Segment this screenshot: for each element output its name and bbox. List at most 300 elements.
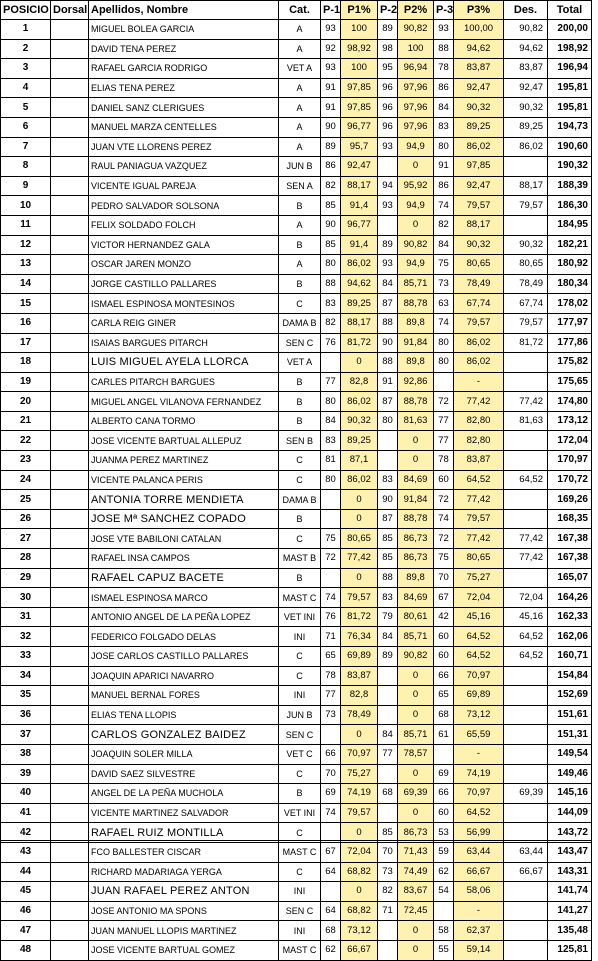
row-position: 30 bbox=[1, 588, 51, 608]
row-p2: 88 bbox=[378, 313, 398, 333]
row-p1: 71 bbox=[321, 627, 341, 647]
row-dorsal bbox=[51, 353, 89, 373]
row-dorsal bbox=[51, 588, 89, 608]
row-name: JUAN RAFAEL PEREZ ANTON bbox=[89, 882, 279, 902]
row-name: JOSE VICENTE BARTUAL GOMEZ bbox=[89, 940, 279, 960]
row-p2-pct: 97,96 bbox=[398, 117, 434, 137]
row-dorsal bbox=[51, 529, 89, 549]
row-name: FELIX SOLDADO FOLCH bbox=[89, 215, 279, 235]
row-dorsal bbox=[51, 39, 89, 59]
row-total: 125,81 bbox=[548, 940, 592, 960]
row-p3-pct: 77,42 bbox=[454, 392, 504, 412]
row-position: 26 bbox=[1, 509, 51, 529]
col-header-p3-pct: P3% bbox=[454, 1, 504, 20]
row-category: A bbox=[279, 98, 321, 118]
row-p2-pct: 90,82 bbox=[398, 235, 434, 255]
row-p1-pct: 0 bbox=[341, 509, 378, 529]
row-p1: 74 bbox=[321, 588, 341, 608]
row-p3-pct: 69,89 bbox=[454, 686, 504, 706]
row-p1: 93 bbox=[321, 20, 341, 40]
row-des bbox=[504, 215, 548, 235]
row-name: JOSE VTE BABILONI CATALAN bbox=[89, 529, 279, 549]
row-name: JUAN MANUEL LLOPIS MARTINEZ bbox=[89, 921, 279, 941]
row-des: 81,72 bbox=[504, 333, 548, 353]
row-p1-pct: 89,25 bbox=[341, 431, 378, 451]
row-position: 36 bbox=[1, 705, 51, 725]
row-total: 180,34 bbox=[548, 274, 592, 294]
row-p1: 64 bbox=[321, 901, 341, 921]
row-dorsal bbox=[51, 705, 89, 725]
row-p1: 76 bbox=[321, 607, 341, 627]
row-name: RICHARD MADARIAGA YERGA bbox=[89, 862, 279, 882]
row-p2-pct: 89,8 bbox=[398, 353, 434, 373]
row-total: 143,31 bbox=[548, 862, 592, 882]
table-row bbox=[1, 588, 592, 608]
row-category: A bbox=[279, 215, 321, 235]
row-p2: 96 bbox=[378, 98, 398, 118]
row-p2: 87 bbox=[378, 392, 398, 412]
row-p2-pct: 89,8 bbox=[398, 568, 434, 588]
col-header-total: Total bbox=[548, 1, 592, 20]
row-des: 79,57 bbox=[504, 196, 548, 216]
row-dorsal bbox=[51, 784, 89, 804]
table-row bbox=[1, 705, 592, 725]
row-p1: 64 bbox=[321, 862, 341, 882]
row-p1-pct: 74,19 bbox=[341, 784, 378, 804]
row-position: 23 bbox=[1, 451, 51, 471]
row-dorsal bbox=[51, 59, 89, 79]
row-total: 194,73 bbox=[548, 117, 592, 137]
row-p2 bbox=[378, 803, 398, 823]
row-des bbox=[504, 372, 548, 392]
row-dorsal bbox=[51, 647, 89, 667]
row-p2 bbox=[378, 705, 398, 725]
row-name: FCO BALLESTER CISCAR bbox=[89, 842, 279, 862]
row-total: 188,39 bbox=[548, 176, 592, 196]
table-row bbox=[1, 196, 592, 216]
row-dorsal bbox=[51, 215, 89, 235]
row-p3-pct: 94,62 bbox=[454, 39, 504, 59]
row-p1-pct: 83,87 bbox=[341, 666, 378, 686]
row-total: 152,69 bbox=[548, 686, 592, 706]
row-position: 19 bbox=[1, 372, 51, 392]
row-category: VET A bbox=[279, 59, 321, 79]
row-position: 31 bbox=[1, 607, 51, 627]
row-p1: 90 bbox=[321, 117, 341, 137]
row-p3-pct: 70,97 bbox=[454, 784, 504, 804]
row-p2-pct: 91,84 bbox=[398, 490, 434, 510]
row-position: 16 bbox=[1, 313, 51, 333]
table-row bbox=[1, 235, 592, 255]
row-name: VICENTE PALANCA PERIS bbox=[89, 470, 279, 490]
row-p3 bbox=[434, 372, 454, 392]
row-p2-pct: 96,94 bbox=[398, 59, 434, 79]
row-position: 14 bbox=[1, 274, 51, 294]
row-p1-pct: 98,92 bbox=[341, 39, 378, 59]
row-p3: 60 bbox=[434, 627, 454, 647]
row-dorsal bbox=[51, 411, 89, 431]
row-category: A bbox=[279, 117, 321, 137]
row-p3-pct: 65,59 bbox=[454, 725, 504, 745]
row-dorsal bbox=[51, 255, 89, 275]
row-position: 45 bbox=[1, 882, 51, 902]
row-p1-pct: 100 bbox=[341, 59, 378, 79]
row-p3: 66 bbox=[434, 666, 454, 686]
row-des: 64,52 bbox=[504, 647, 548, 667]
row-p2: 93 bbox=[378, 137, 398, 157]
row-name: JOSE CARLOS CASTILLO PALLARES bbox=[89, 647, 279, 667]
row-des: 89,25 bbox=[504, 117, 548, 137]
row-p1: 74 bbox=[321, 803, 341, 823]
row-p3-pct: 72,04 bbox=[454, 588, 504, 608]
row-des bbox=[504, 451, 548, 471]
row-p3: 74 bbox=[434, 196, 454, 216]
row-p2: 82 bbox=[378, 882, 398, 902]
row-p3-pct: - bbox=[454, 372, 504, 392]
row-des: 72,04 bbox=[504, 588, 548, 608]
row-p1: 82 bbox=[321, 313, 341, 333]
row-name: CARLA REIG GINER bbox=[89, 313, 279, 333]
row-p3: 78 bbox=[434, 59, 454, 79]
row-p1: 80 bbox=[321, 470, 341, 490]
row-position: 4 bbox=[1, 78, 51, 98]
row-total: 195,81 bbox=[548, 98, 592, 118]
row-p3-pct: 64,52 bbox=[454, 627, 504, 647]
row-p1-pct: 91,4 bbox=[341, 235, 378, 255]
row-p2: 89 bbox=[378, 235, 398, 255]
row-des: 64,52 bbox=[504, 470, 548, 490]
row-p2-pct: 0 bbox=[398, 451, 434, 471]
row-p2-pct: 69,39 bbox=[398, 784, 434, 804]
table-row bbox=[1, 78, 592, 98]
row-p3-pct: - bbox=[454, 901, 504, 921]
row-des: 64,52 bbox=[504, 627, 548, 647]
row-name: VICTOR HERNANDEZ GALA bbox=[89, 235, 279, 255]
row-name: ALBERTO CANA TORMO bbox=[89, 411, 279, 431]
row-p1: 91 bbox=[321, 98, 341, 118]
row-p3-pct: 83,87 bbox=[454, 451, 504, 471]
row-p1-pct: 69,89 bbox=[341, 647, 378, 667]
row-p3: 80 bbox=[434, 333, 454, 353]
row-position: 44 bbox=[1, 862, 51, 882]
row-total: 184,95 bbox=[548, 215, 592, 235]
row-des: 69,39 bbox=[504, 784, 548, 804]
row-position: 29 bbox=[1, 568, 51, 588]
row-p2: 84 bbox=[378, 627, 398, 647]
row-des bbox=[504, 744, 548, 764]
row-dorsal bbox=[51, 568, 89, 588]
row-position: 18 bbox=[1, 353, 51, 373]
row-p1-pct: 0 bbox=[341, 490, 378, 510]
table-row bbox=[1, 333, 592, 353]
row-p2: 87 bbox=[378, 509, 398, 529]
row-total: 164,26 bbox=[548, 588, 592, 608]
row-des bbox=[504, 490, 548, 510]
header-row bbox=[1, 1, 592, 20]
row-category: C bbox=[279, 666, 321, 686]
table-row bbox=[1, 686, 592, 706]
table-row bbox=[1, 490, 592, 510]
row-total: 160,71 bbox=[548, 647, 592, 667]
row-p3: 91 bbox=[434, 157, 454, 177]
row-total: 143,72 bbox=[548, 823, 592, 843]
row-p2-pct: 71,43 bbox=[398, 842, 434, 862]
row-p2: 73 bbox=[378, 862, 398, 882]
row-des bbox=[504, 803, 548, 823]
row-p3-pct: 64,52 bbox=[454, 470, 504, 490]
row-des: 67,74 bbox=[504, 294, 548, 314]
row-position: 2 bbox=[1, 39, 51, 59]
row-dorsal bbox=[51, 882, 89, 902]
row-total: 190,60 bbox=[548, 137, 592, 157]
row-des bbox=[504, 353, 548, 373]
row-dorsal bbox=[51, 940, 89, 960]
row-dorsal bbox=[51, 509, 89, 529]
table-row bbox=[1, 901, 592, 921]
row-des bbox=[504, 431, 548, 451]
row-name: CARLES PITARCH BARGUES bbox=[89, 372, 279, 392]
row-p3: 72 bbox=[434, 490, 454, 510]
row-p3: 68 bbox=[434, 705, 454, 725]
row-total: 141,74 bbox=[548, 882, 592, 902]
row-p3-pct: 77,42 bbox=[454, 529, 504, 549]
row-p2: 98 bbox=[378, 39, 398, 59]
row-p3: 60 bbox=[434, 803, 454, 823]
row-category: B bbox=[279, 568, 321, 588]
table-row bbox=[1, 470, 592, 490]
row-p3: 75 bbox=[434, 549, 454, 569]
table-row bbox=[1, 744, 592, 764]
row-name: JOSE Mª SANCHEZ COPADO bbox=[89, 509, 279, 529]
row-p3-pct: 100,00 bbox=[454, 20, 504, 40]
row-p3-pct: 67,74 bbox=[454, 294, 504, 314]
row-category: SEN C bbox=[279, 333, 321, 353]
row-name: RAFAEL RUIZ MONTILLA bbox=[89, 823, 279, 843]
row-p1: 90 bbox=[321, 215, 341, 235]
row-p1 bbox=[321, 568, 341, 588]
row-p3: 83 bbox=[434, 117, 454, 137]
row-p2-pct: 97,96 bbox=[398, 98, 434, 118]
row-p3-pct: 79,57 bbox=[454, 509, 504, 529]
table-row bbox=[1, 862, 592, 882]
row-p3: 78 bbox=[434, 451, 454, 471]
row-p1-pct: 66,67 bbox=[341, 940, 378, 960]
row-p3: 77 bbox=[434, 411, 454, 431]
row-p3-pct: 56,99 bbox=[454, 823, 504, 843]
row-total: 186,30 bbox=[548, 196, 592, 216]
row-category: INI bbox=[279, 686, 321, 706]
row-dorsal bbox=[51, 196, 89, 216]
row-p2: 70 bbox=[378, 842, 398, 862]
row-p1 bbox=[321, 490, 341, 510]
row-total: 173,12 bbox=[548, 411, 592, 431]
row-position: 6 bbox=[1, 117, 51, 137]
row-name: JOSE ANTONIO MA SPONS bbox=[89, 901, 279, 921]
row-category: C bbox=[279, 529, 321, 549]
row-p2 bbox=[378, 451, 398, 471]
row-total: 174,80 bbox=[548, 392, 592, 412]
table-row bbox=[1, 509, 592, 529]
row-p2-pct: 94,9 bbox=[398, 255, 434, 275]
row-p2: 94 bbox=[378, 176, 398, 196]
row-dorsal bbox=[51, 627, 89, 647]
row-dorsal bbox=[51, 176, 89, 196]
table-row bbox=[1, 274, 592, 294]
row-p3-pct: 63,44 bbox=[454, 842, 504, 862]
row-position: 11 bbox=[1, 215, 51, 235]
row-position: 28 bbox=[1, 549, 51, 569]
row-position: 20 bbox=[1, 392, 51, 412]
row-p3 bbox=[434, 901, 454, 921]
row-position: 17 bbox=[1, 333, 51, 353]
row-des: 77,42 bbox=[504, 392, 548, 412]
row-p1-pct: 0 bbox=[341, 823, 378, 843]
row-p1 bbox=[321, 353, 341, 373]
row-p3: 60 bbox=[434, 647, 454, 667]
row-p3-pct: 86,02 bbox=[454, 353, 504, 373]
row-category: MAST C bbox=[279, 588, 321, 608]
row-name: ISMAEL ESPINOSA MARCO bbox=[89, 588, 279, 608]
row-total: 182,21 bbox=[548, 235, 592, 255]
row-p2 bbox=[378, 686, 398, 706]
row-category: VET INI bbox=[279, 607, 321, 627]
row-category: C bbox=[279, 764, 321, 784]
row-p3: 54 bbox=[434, 882, 454, 902]
row-p1: 68 bbox=[321, 921, 341, 941]
row-total: 175,65 bbox=[548, 372, 592, 392]
row-p1-pct: 82,8 bbox=[341, 686, 378, 706]
row-p1-pct: 82,8 bbox=[341, 372, 378, 392]
row-des: 90,32 bbox=[504, 98, 548, 118]
row-category: B bbox=[279, 235, 321, 255]
row-p1-pct: 0 bbox=[341, 568, 378, 588]
row-p1-pct: 95,7 bbox=[341, 137, 378, 157]
row-category: A bbox=[279, 137, 321, 157]
row-total: 149,54 bbox=[548, 744, 592, 764]
row-p2: 79 bbox=[378, 607, 398, 627]
row-p3: 72 bbox=[434, 392, 454, 412]
row-p1: 73 bbox=[321, 705, 341, 725]
row-category: MAST C bbox=[279, 842, 321, 862]
row-p2: 85 bbox=[378, 549, 398, 569]
row-des bbox=[504, 764, 548, 784]
row-dorsal bbox=[51, 921, 89, 941]
row-des bbox=[504, 568, 548, 588]
row-des: 92,47 bbox=[504, 78, 548, 98]
row-p1: 65 bbox=[321, 647, 341, 667]
row-total: 177,86 bbox=[548, 333, 592, 353]
row-p2-pct: 92,86 bbox=[398, 372, 434, 392]
row-des: 83,87 bbox=[504, 59, 548, 79]
row-p1-pct: 72,04 bbox=[341, 842, 378, 862]
col-header-des: Des. bbox=[504, 1, 548, 20]
row-p3-pct: 74,19 bbox=[454, 764, 504, 784]
row-p2-pct: 84,69 bbox=[398, 588, 434, 608]
row-position: 35 bbox=[1, 686, 51, 706]
row-category: JUN B bbox=[279, 157, 321, 177]
row-p3: 84 bbox=[434, 235, 454, 255]
row-p3: 70 bbox=[434, 568, 454, 588]
row-name: RAFAEL INSA CAMPOS bbox=[89, 549, 279, 569]
row-p1-pct: 0 bbox=[341, 353, 378, 373]
table-row bbox=[1, 725, 592, 745]
row-p1-pct: 78,49 bbox=[341, 705, 378, 725]
row-p3: 65 bbox=[434, 686, 454, 706]
row-p1-pct: 73,12 bbox=[341, 921, 378, 941]
row-total: 175,82 bbox=[548, 353, 592, 373]
row-total: 135,48 bbox=[548, 921, 592, 941]
col-header-dorsal: Dorsal bbox=[51, 1, 89, 20]
row-position: 15 bbox=[1, 294, 51, 314]
row-p2: 89 bbox=[378, 647, 398, 667]
row-total: 162,33 bbox=[548, 607, 592, 627]
row-p1: 77 bbox=[321, 686, 341, 706]
row-p1-pct: 0 bbox=[341, 882, 378, 902]
row-category: C bbox=[279, 294, 321, 314]
row-p2 bbox=[378, 215, 398, 235]
col-header-p2: P-2 bbox=[378, 1, 398, 20]
row-p2-pct: 91,84 bbox=[398, 333, 434, 353]
row-p3: 42 bbox=[434, 607, 454, 627]
row-p3-pct: 70,97 bbox=[454, 666, 504, 686]
row-p3-pct: 92,47 bbox=[454, 78, 504, 98]
row-p2: 96 bbox=[378, 117, 398, 137]
row-p1-pct: 0 bbox=[341, 725, 378, 745]
row-position: 25 bbox=[1, 490, 51, 510]
table-row bbox=[1, 940, 592, 960]
row-p3-pct: 66,67 bbox=[454, 862, 504, 882]
row-name: RAFAEL GARCIA RODRIGO bbox=[89, 59, 279, 79]
row-total: 165,07 bbox=[548, 568, 592, 588]
row-position: 33 bbox=[1, 647, 51, 667]
row-category: C bbox=[279, 451, 321, 471]
table-row bbox=[1, 764, 592, 784]
row-p2-pct: 86,73 bbox=[398, 529, 434, 549]
row-category: B bbox=[279, 274, 321, 294]
table-row bbox=[1, 411, 592, 431]
row-p3-pct: 80,65 bbox=[454, 549, 504, 569]
row-category: VET A bbox=[279, 353, 321, 373]
row-position: 1 bbox=[1, 20, 51, 40]
row-p3-pct: 97,85 bbox=[454, 157, 504, 177]
row-p1-pct: 88,17 bbox=[341, 313, 378, 333]
col-header-name: Apellidos, Nombre bbox=[89, 1, 279, 20]
row-p2 bbox=[378, 666, 398, 686]
row-position: 32 bbox=[1, 627, 51, 647]
row-des bbox=[504, 666, 548, 686]
row-category: VET INI bbox=[279, 803, 321, 823]
row-position: 3 bbox=[1, 59, 51, 79]
row-p1: 85 bbox=[321, 235, 341, 255]
row-dorsal bbox=[51, 666, 89, 686]
row-p3-pct: 75,27 bbox=[454, 568, 504, 588]
row-des bbox=[504, 725, 548, 745]
row-des: 86,02 bbox=[504, 137, 548, 157]
row-name: FEDERICO FOLGADO DELAS bbox=[89, 627, 279, 647]
row-p3: 62 bbox=[434, 862, 454, 882]
row-name: RAFAEL CAPUZ BACETE bbox=[89, 568, 279, 588]
row-total: 178,02 bbox=[548, 294, 592, 314]
row-p3: 63 bbox=[434, 294, 454, 314]
row-dorsal bbox=[51, 607, 89, 627]
row-des bbox=[504, 940, 548, 960]
row-p3-pct: 73,12 bbox=[454, 705, 504, 725]
row-p2: 95 bbox=[378, 59, 398, 79]
next-row-fragment bbox=[0, 840, 591, 853]
row-p3-pct: - bbox=[454, 744, 504, 764]
col-header-cat: Cat. bbox=[279, 1, 321, 20]
row-category: JUN B bbox=[279, 705, 321, 725]
